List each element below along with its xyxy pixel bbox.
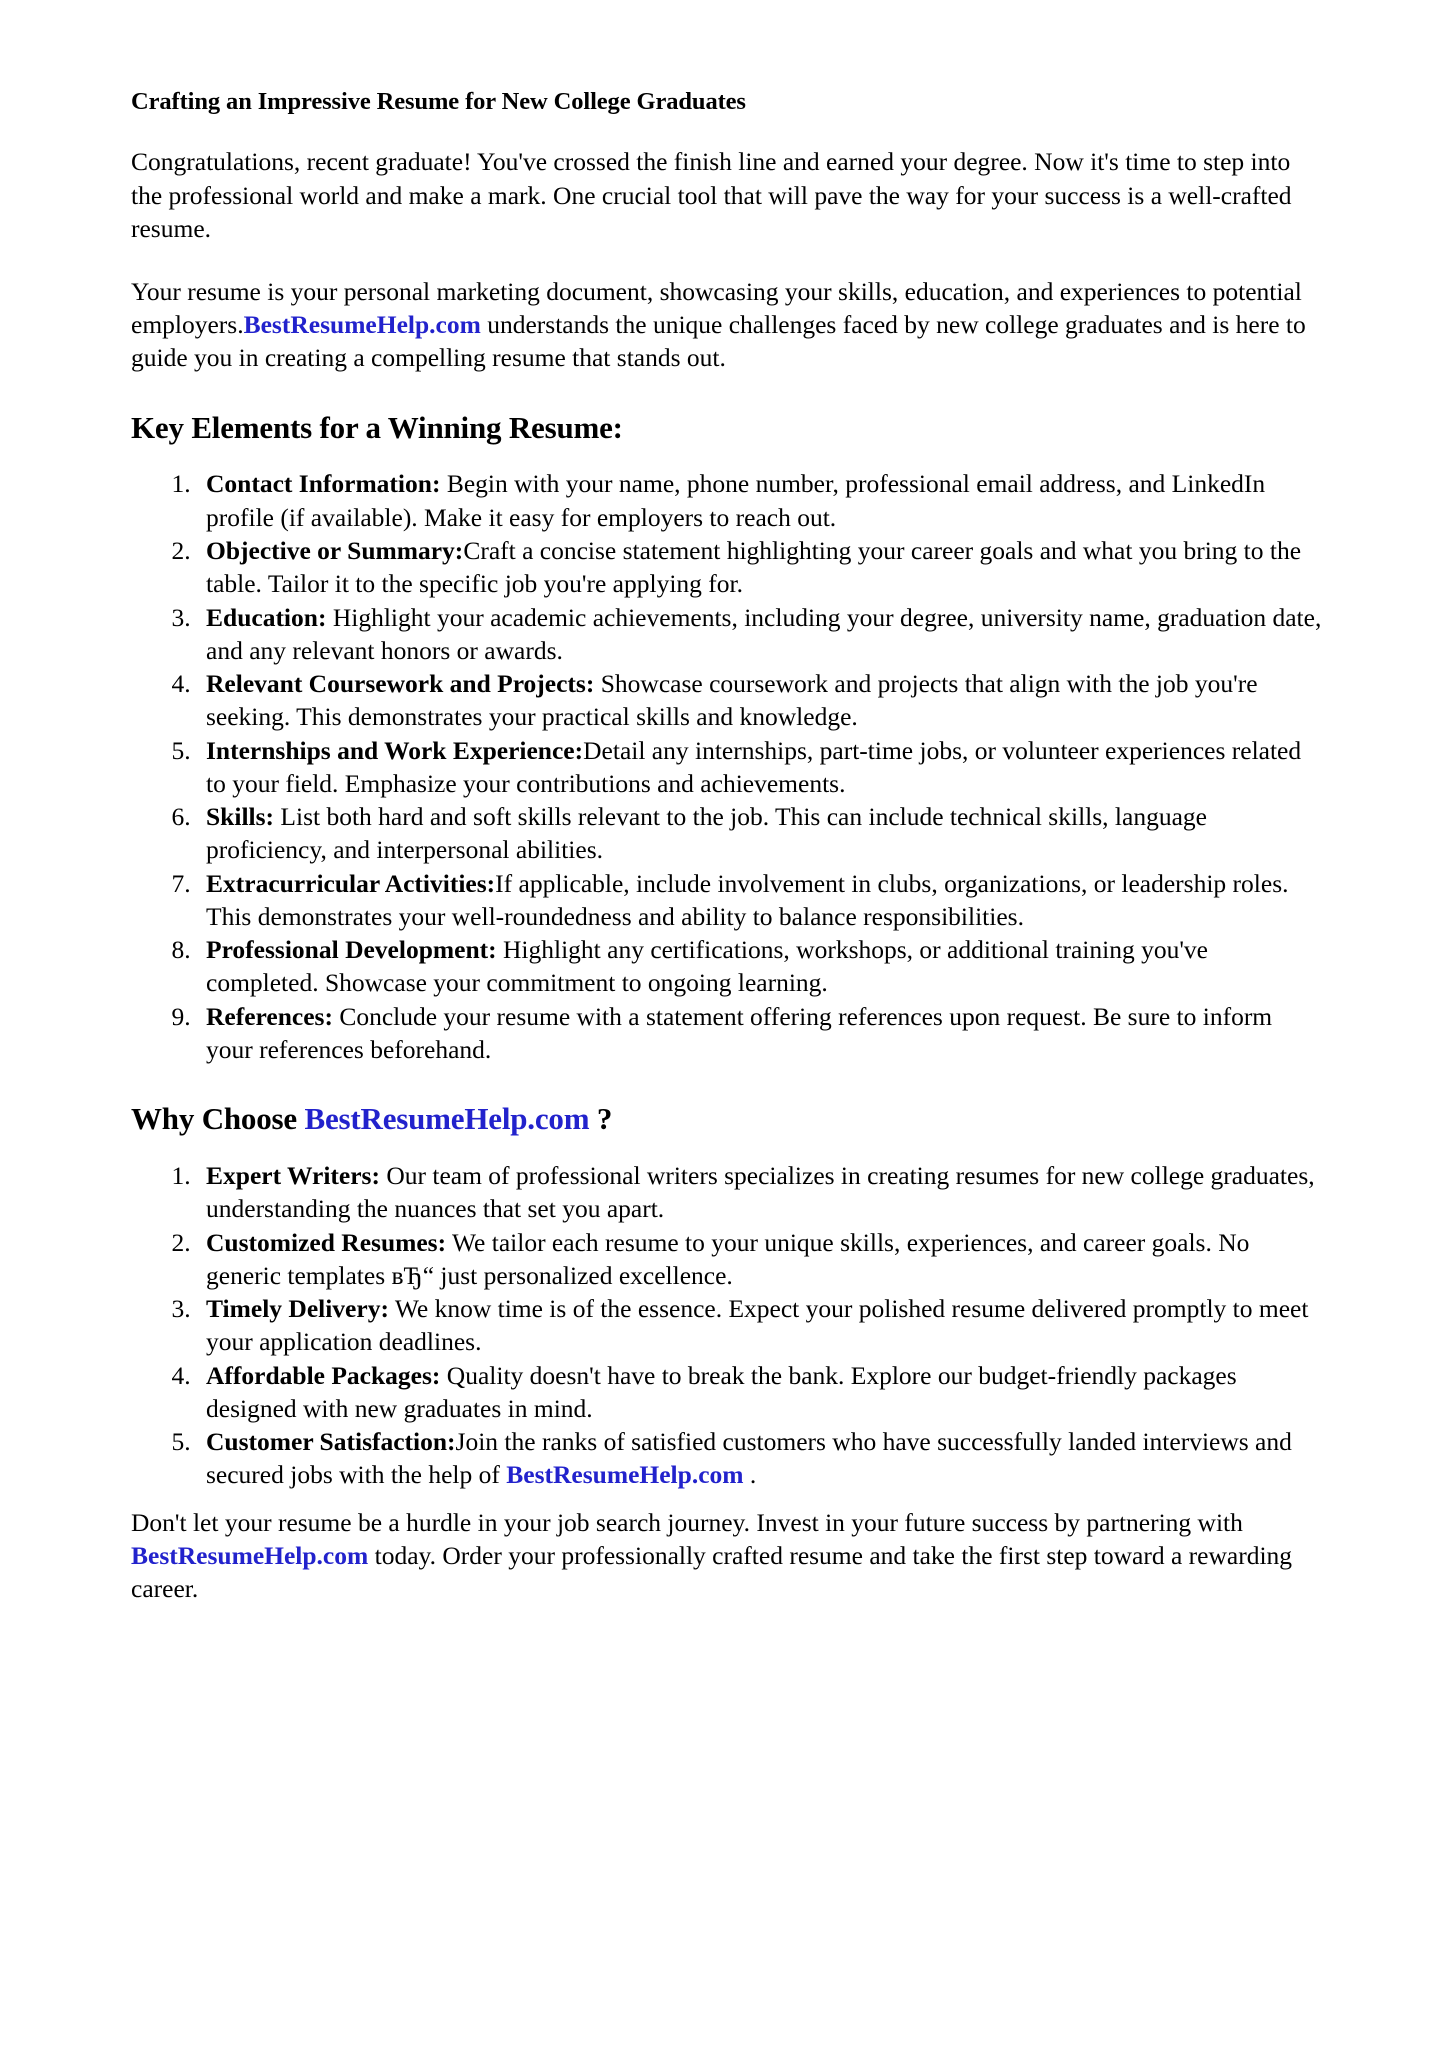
list-item xyxy=(197,1159,1325,1226)
brand-link[interactable]: BestResumeHelp.com xyxy=(506,1460,744,1490)
list-item-lead: Affordable Packages: xyxy=(206,1360,441,1390)
list-item xyxy=(197,867,1325,934)
list-item-lead: Professional Development: xyxy=(206,935,497,965)
list-item-text: If applicable, include involvement in clubs, organizations, or leadership roles. This demonstrates your well-roundedness and ability to balance responsibilities. xyxy=(206,868,1289,931)
list-item-text: We know time is of the essence. Expect your polished resume delivered promptly to meet your application deadlines. xyxy=(206,1294,1309,1357)
list-item xyxy=(197,1000,1325,1067)
list-item-text: Conclude your resume with a statement offering references upon request. Be sure to inform your references beforehand. xyxy=(206,1001,1273,1064)
why-choose-list xyxy=(131,1159,1325,1492)
key-elements-list xyxy=(131,467,1325,1066)
list-item-text: Begin with your name, phone number, professional email address, and LinkedIn profile (if available). Make it easy for employers to reach out. xyxy=(206,469,1266,532)
list-item-text: Highlight your academic achievements, including your degree, university name, graduation date, and any relevant honors or awards. xyxy=(206,602,1322,665)
list-item-text: Quality doesn't have to break the bank. Explore our budget-friendly packages designed with new graduates in mind. xyxy=(206,1360,1237,1423)
second-paragraph-before-link: Your resume is your personal marketing document, showcasing your skills, education, and experiences to potential employers. xyxy=(131,276,1302,339)
second-paragraph-after-link: understands the unique challenges faced by new college graduates and is here to guide you in creating a compelling resume that stands out. xyxy=(131,309,1306,373)
closing-before-link: Don't let your resume be a hurdle in your job search journey. Invest in your future success by partnering with xyxy=(131,1507,1243,1537)
list-item-text: Join the ranks of satisfied customers who have successfully landed interviews and secured jobs with the help of xyxy=(206,1427,1292,1490)
list-item-lead: Internships and Work Experience: xyxy=(206,735,584,765)
closing-after-link: today. Order your professionally crafted resume and take the first step toward a rewarding career. xyxy=(131,1541,1293,1604)
list-item-lead: Customer Satisfaction: xyxy=(206,1427,456,1457)
list-item-lead: Customized Resumes: xyxy=(206,1227,447,1257)
list-item-lead: Expert Writers: xyxy=(206,1160,380,1190)
why-choose-before-link: Why Choose xyxy=(131,1101,305,1137)
brand-link[interactable]: BestResumeHelp.com xyxy=(131,1541,369,1571)
list-item-lead: Contact Information: xyxy=(206,469,441,499)
list-item-lead: Objective or Summary: xyxy=(206,535,464,565)
list-item xyxy=(197,1226,1325,1293)
page-bottom-whitespace xyxy=(131,1635,1325,1935)
why-choose-after-link: ? xyxy=(589,1101,613,1137)
intro-paragraph: Congratulations, recent graduate! You've crossed the finish line and earned your degree. Now it's time to step into the professional world and make a mark. One crucial tool that will pave the way for your success is a well-crafted resume. xyxy=(131,147,1292,244)
list-item xyxy=(197,933,1325,1000)
list-item-text: Detail any internships, part-time jobs, or volunteer experiences related to your field. Emphasize your contributions and achievements. xyxy=(206,735,1302,798)
list-item-lead: Education: xyxy=(206,602,327,632)
list-item-lead: References: xyxy=(206,1001,333,1031)
list-item-text: Our team of professional writers specializes in creating resumes for new college graduates, understanding the nuances that set you apart. xyxy=(206,1160,1315,1224)
page-title: Crafting an Impressive Resume for New College Graduates xyxy=(131,88,746,115)
list-item-text: Highlight any certifications, workshops, or additional training you've completed. Showcase your commitment to ongoing learning. xyxy=(206,935,1208,998)
list-item xyxy=(197,467,1325,534)
list-item xyxy=(197,667,1325,734)
list-item xyxy=(197,601,1325,668)
list-item xyxy=(197,800,1325,867)
list-item-text: We tailor each resume to your unique skills, experiences, and career goals. No generic templates вЂ“ just personalized excellence. xyxy=(206,1227,1250,1290)
list-item-text: Showcase coursework and projects that align with the job you're seeking. This demonstrates your practical skills and knowledge. xyxy=(206,669,1258,732)
list-item-lead: Skills: xyxy=(206,802,275,832)
list-item xyxy=(197,734,1325,801)
list-item xyxy=(197,1425,1325,1492)
second-paragraph xyxy=(131,275,1325,375)
list-item xyxy=(197,1292,1325,1359)
section-heading-why-choose xyxy=(131,1100,1325,1139)
section-heading-key-elements: Key Elements for a Winning Resume: xyxy=(131,409,623,445)
list-item-text-after-link: . xyxy=(743,1460,757,1490)
list-item-lead: Timely Delivery: xyxy=(206,1294,389,1324)
closing-paragraph xyxy=(131,1506,1325,1606)
brand-link[interactable]: BestResumeHelp.com xyxy=(243,309,481,339)
list-item xyxy=(197,534,1325,601)
list-item-lead: Extracurricular Activities: xyxy=(206,868,496,898)
list-item-text: List both hard and soft skills relevant to the job. This can include technical skills, language proficiency, and interpersonal abilities. xyxy=(206,802,1207,865)
list-item-text: Craft a concise statement highlighting your career goals and what you bring to the table. Tailor it to the specific job you're applying for. xyxy=(206,535,1302,599)
brand-link[interactable]: BestResumeHelp.com xyxy=(304,1101,590,1137)
list-item-lead: Relevant Coursework and Projects: xyxy=(206,669,595,699)
list-item xyxy=(197,1359,1325,1426)
